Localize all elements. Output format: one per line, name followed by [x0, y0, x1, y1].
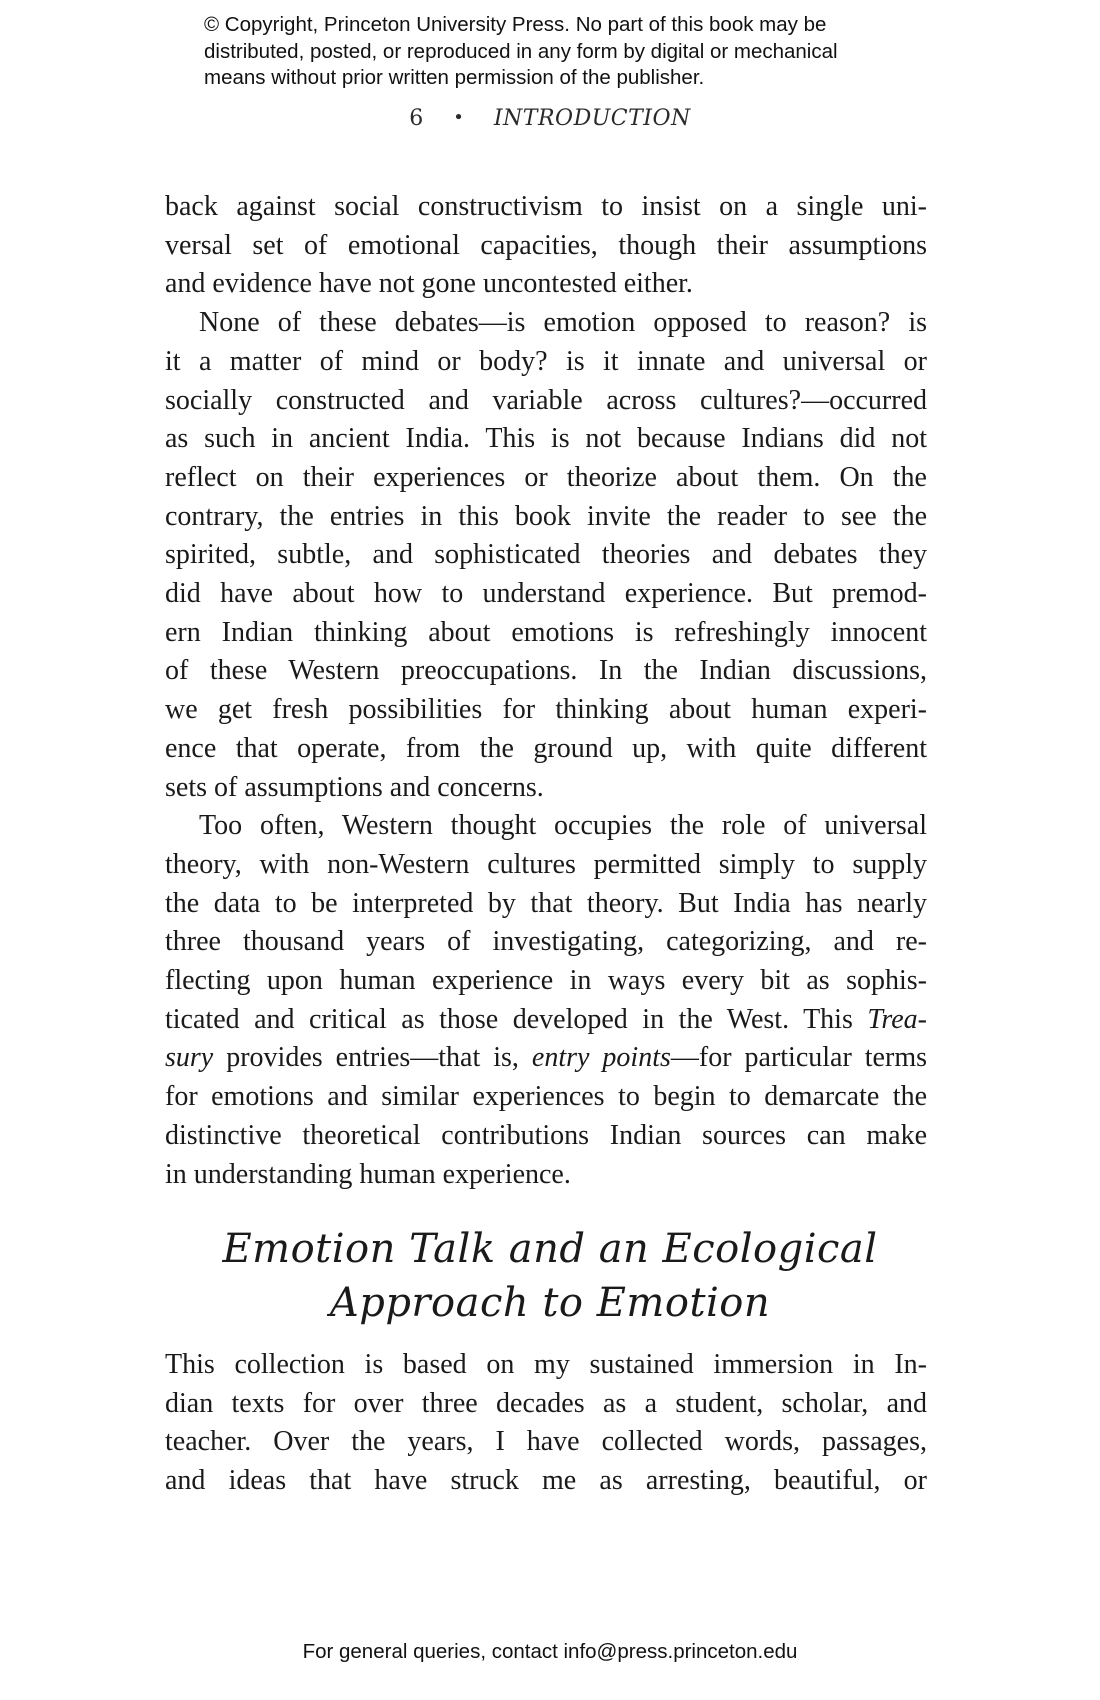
copyright-line-3: means without prior written permission of the publisher. — [204, 66, 705, 89]
main-text — [165, 188, 927, 1194]
text-line: versal set of emotional capacities, though their assumptions — [165, 229, 927, 261]
section-heading — [0, 1222, 1100, 1330]
text-line: of these Western preoccupations. In the Indian discussions, — [165, 655, 927, 687]
copyright-line-2: distributed, posted, or reproduced in any form by digital or mechanical — [204, 39, 838, 63]
text-line: we get fresh possibilities for thinking about human experi- — [165, 694, 927, 726]
text-line: three thousand years of investigating, categorizing, and re- — [165, 926, 927, 958]
section-heading-line-1: Emotion Talk and an Ecological — [222, 1226, 878, 1272]
paragraph-2 — [165, 304, 927, 807]
text-line: back against social constructivism to insist on a single uni- — [165, 191, 927, 222]
text-line: and evidence have not gone uncontested either. — [165, 268, 693, 300]
text-line: contrary, the entries in this book invite the reader to see the — [165, 500, 927, 532]
page-number: 6 — [409, 106, 424, 131]
section-body — [165, 1346, 927, 1501]
text-line: teacher. Over the years, I have collected words, passages, — [165, 1426, 927, 1458]
italic-emphasis: entry points — [531, 1042, 671, 1074]
paragraph-1 — [165, 188, 927, 304]
text-line: socially constructed and variable across cultures?—occurred — [165, 384, 927, 416]
text-line: spirited, subtle, and sophisticated theories and debates they — [165, 539, 927, 571]
text-line: as such in ancient India. This is not because Indians did not — [165, 423, 927, 455]
text-line: ern Indian thinking about emotions is refreshingly innocent — [165, 616, 927, 648]
italic-title-fragment: sury — [165, 1042, 214, 1074]
copyright-line-1: © Copyright, Princeton University Press. No part of this book may be — [204, 13, 827, 36]
italic-title-fragment: Trea- — [867, 1003, 927, 1035]
text-line — [165, 1039, 927, 1078]
text-line: dian texts for over three decades as a student, scholar, and — [165, 1387, 927, 1419]
text-line: and ideas that have struck me as arresting, beautiful, or — [165, 1465, 927, 1497]
text-line: for emotions and similar experiences to begin to demarcate the — [165, 1081, 927, 1113]
text-line: flecting upon human experience in ways every bit as sophis- — [165, 965, 927, 997]
text-line: did have about how to understand experience. But premod- — [165, 578, 927, 610]
text-line: reflect on their experiences or theorize about them. On the — [165, 461, 927, 493]
text-line: Too often, Western thought occupies the role of universal — [199, 810, 927, 842]
text-fragment: provides entries—that is, — [213, 1042, 532, 1074]
text-line — [165, 1001, 927, 1040]
text-fragment: —for particular terms — [670, 1042, 927, 1074]
text-fragment: ticated and critical as those developed in the West. This — [165, 1003, 868, 1035]
running-head-separator: • — [453, 107, 465, 128]
section-heading-line-2: Approach to Emotion — [329, 1280, 771, 1326]
text-line: This collection is based on my sustained immersion in In- — [165, 1349, 927, 1380]
chapter-title: INTRODUCTION — [493, 106, 691, 131]
copyright-notice — [204, 12, 964, 92]
text-line: ence that operate, from the ground up, with quite different — [165, 732, 927, 764]
text-line: the data to be interpreted by that theory. But India has nearly — [165, 887, 927, 919]
text-line: None of these debates—is emotion opposed to reason? is — [199, 307, 927, 339]
text-line: in understanding human experience. — [165, 1158, 571, 1190]
text-line: sets of assumptions and concerns. — [165, 771, 544, 803]
running-head — [0, 106, 1100, 131]
footer-contact: For general queries, contact info@press.princeton.edu — [302, 1640, 798, 1663]
text-line: it a matter of mind or body? is it innate and universal or — [165, 345, 927, 377]
text-line: theory, with non-Western cultures permitted simply to supply — [165, 848, 927, 880]
text-line: distinctive theoretical contributions Indian sources can make — [165, 1119, 927, 1151]
paragraph-3 — [165, 807, 927, 1194]
